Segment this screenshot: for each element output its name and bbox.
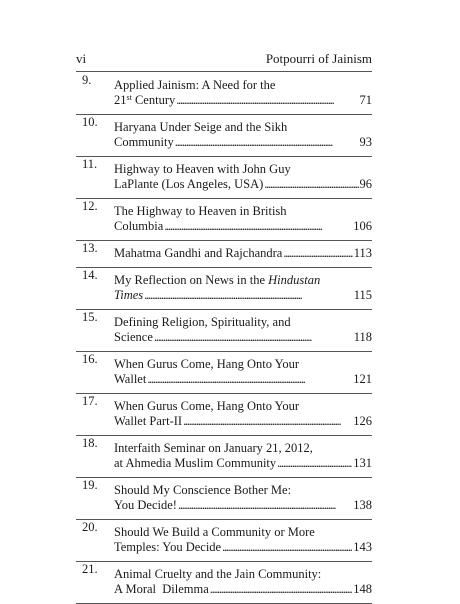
toc-entry-10: [76, 115, 372, 157]
dot-leader: [264, 177, 358, 192]
entry-page-number: 118: [353, 330, 372, 344]
entry-title-line2: Community: [114, 135, 174, 149]
entry-number: 11.: [82, 157, 98, 171]
toc-entry-11: [76, 157, 372, 199]
dot-leader: [144, 288, 353, 303]
entry-page-number: 113: [353, 246, 372, 260]
entry-title-line2: Wallet Part-II: [114, 414, 183, 428]
entry-title-line1: Mahatma Gandhi and Rajchandra: [114, 246, 283, 260]
toc-entry-18: [76, 436, 372, 478]
entry-title-line2: Temples: You Decide: [114, 540, 222, 554]
toc-entry-20: [76, 520, 372, 562]
entry-number: 9.: [82, 73, 92, 87]
entry-number: 16.: [82, 352, 98, 366]
entry-title-line1: The Highway to Heaven in British: [114, 204, 287, 218]
toc-entry-9: [76, 73, 372, 115]
entry-title-line2: A Moral Dilemma: [114, 582, 209, 596]
toc-entry-13: [76, 241, 372, 268]
table-of-contents: [76, 73, 372, 604]
entry-page-number: 138: [353, 498, 372, 512]
dot-leader: [283, 246, 352, 261]
entry-title-line2: at Ahmedia Muslim Community: [114, 456, 277, 470]
toc-entry-12: [76, 199, 372, 241]
entry-title-line1: Defining Religion, Spirituality, and: [114, 315, 291, 329]
dot-leader: [277, 456, 352, 471]
entry-number: 10.: [82, 115, 98, 129]
entry-title-line2: You Decide!: [114, 498, 177, 512]
entry-title-line1: Should My Conscience Bother Me:: [114, 483, 292, 497]
entry-title-text: My Reflection on News in the: [114, 273, 269, 287]
entry-number: 14.: [82, 268, 98, 282]
entry-number: 15.: [82, 310, 98, 324]
entry-number: 21.: [82, 562, 98, 576]
entry-page-number: 115: [353, 288, 372, 302]
entry-number: 19.: [82, 478, 98, 492]
entry-page-number: 143: [353, 540, 372, 554]
entry-title-line2: Times: [114, 288, 144, 302]
dot-leader: [176, 93, 358, 108]
dot-leader: [175, 135, 359, 150]
dot-leader: [147, 372, 352, 387]
entry-title-line1: Interfaith Seminar on January 21, 2012,: [114, 441, 313, 455]
running-title: Potpourri of Jainism: [265, 51, 372, 66]
ordinal-number: 21: [114, 93, 127, 107]
toc-entry-14: [76, 268, 372, 310]
entry-page-number: 96: [359, 177, 372, 191]
entry-title-line2: Wallet: [114, 372, 147, 386]
entry-title-line2: Science: [114, 330, 153, 344]
entry-title-line1: When Gurus Come, Hang Onto Your: [114, 357, 300, 371]
entry-page-number: 121: [353, 372, 372, 386]
entry-page-number: 106: [353, 219, 372, 233]
toc-entry-19: [76, 478, 372, 520]
entry-title-line2: [114, 93, 175, 108]
entry-title-line2: LaPlante (Los Angeles, USA): [114, 177, 264, 191]
dot-leader: [154, 330, 353, 345]
dot-leader: [222, 540, 352, 555]
entry-number: 12.: [82, 199, 98, 213]
page-folio: vi: [76, 51, 87, 66]
entry-title-rest: Century: [131, 93, 176, 107]
entry-page-number: 148: [353, 582, 372, 596]
ordinal-suffix: st: [126, 93, 132, 102]
entry-number: 18.: [82, 436, 98, 450]
page-header: [76, 50, 372, 68]
entry-number: 17.: [82, 394, 98, 408]
toc-entry-21: [76, 562, 372, 604]
entry-title-line1: Animal Cruelty and the Jain Community:: [114, 567, 322, 581]
header-rule: [76, 71, 372, 72]
toc-entry-17: [76, 394, 372, 436]
entry-title-line2: Columbia: [114, 219, 164, 233]
entry-page-number: 126: [353, 414, 372, 428]
toc-entry-16: [76, 352, 372, 394]
dot-leader: [178, 498, 352, 513]
dot-leader: [164, 219, 352, 234]
entry-number: 13.: [82, 241, 98, 255]
entry-page-number: 71: [359, 93, 372, 107]
entry-number: 20.: [82, 520, 98, 534]
entry-title-italic: Hindustan: [268, 273, 321, 287]
entry-title-line1: Should We Build a Community or More: [114, 525, 315, 539]
entry-title-line1: [114, 273, 372, 288]
dot-leader: [183, 414, 352, 429]
entry-page-number: 93: [359, 135, 372, 149]
entry-title-line1: Applied Jainism: A Need for the: [114, 78, 276, 92]
entry-title-line1: Haryana Under Seige and the Sikh: [114, 120, 288, 134]
entry-page-number: 131: [353, 456, 372, 470]
toc-entry-15: [76, 310, 372, 352]
entry-title-line1: When Gurus Come, Hang Onto Your: [114, 399, 300, 413]
entry-title-line1: Highway to Heaven with John Guy: [114, 162, 291, 176]
